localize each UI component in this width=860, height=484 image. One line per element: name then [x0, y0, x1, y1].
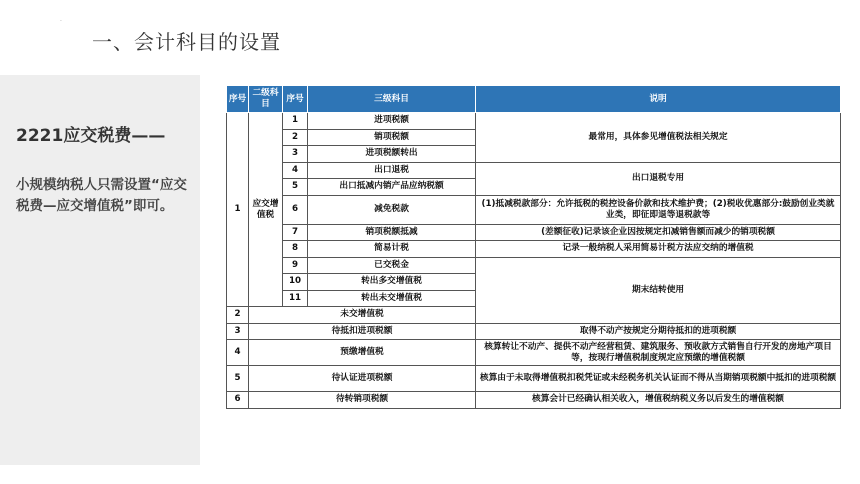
row-seq: 2 — [227, 307, 249, 324]
row-name: 待抵扣进项税额 — [249, 323, 476, 340]
note-cell: 取得不动产按规定分期待抵扣的进项税额 — [476, 323, 841, 340]
note-cell: 核算转让不动产、提供不动产经营租赁、建筑服务、预收款方式销售自行开发的房地产项目等，按现行增值税制度规定应预缴的增值税额 — [476, 340, 841, 366]
sub-name: 销项税额抵减 — [308, 224, 476, 241]
sub-seq: 3 — [283, 146, 308, 163]
sub-name: 销项税额 — [308, 129, 476, 146]
row-seq: 6 — [227, 392, 249, 409]
note-cell: 出口退税专用 — [476, 162, 841, 195]
sub-seq: 1 — [283, 113, 308, 130]
row-name: 待转销项税额 — [249, 392, 476, 409]
header-level2: 二级科目 — [249, 86, 283, 113]
sub-name: 出口退税 — [308, 162, 476, 179]
note-cell: 期末结转使用 — [476, 257, 841, 323]
table-row — [227, 340, 841, 366]
row-seq: 5 — [227, 366, 249, 392]
sub-name: 已交税金 — [308, 257, 476, 274]
row-seq: 4 — [227, 340, 249, 366]
table-row — [227, 241, 841, 258]
left-panel — [0, 75, 200, 465]
account-heading: 2221应交税费—— — [16, 126, 166, 146]
account-table — [226, 85, 841, 409]
header-seq: 序号 — [227, 86, 249, 113]
sub-name: 减免税款 — [308, 195, 476, 224]
note-cell: (差额征收)记录该企业因按规定扣减销售额而减少的销项税额 — [476, 224, 841, 241]
sub-seq: 7 — [283, 224, 308, 241]
sub-name: 转出多交增值税 — [308, 274, 476, 291]
table-row — [227, 195, 841, 224]
sub-seq: 8 — [283, 241, 308, 258]
row-name: 待认证进项税额 — [249, 366, 476, 392]
sub-seq: 4 — [283, 162, 308, 179]
table-row — [227, 113, 841, 130]
corner-mark: · — [60, 18, 62, 25]
header-seq2: 序号 — [283, 86, 308, 113]
row-seq: 3 — [227, 323, 249, 340]
table-row — [227, 366, 841, 392]
note-cell: 核算会计已经确认相关收入，增值税纳税义务以后发生的增值税额 — [476, 392, 841, 409]
sub-name: 转出未交增值税 — [308, 290, 476, 307]
table-row — [227, 162, 841, 179]
note-cell: (1)抵减税款部分：允许抵税的税控设备价款和技术维护费；(2)税收优惠部分:鼓励创业类就业类，即征即退等退税款等 — [476, 195, 841, 224]
account-description: 小规模纳税人只需设置“应交税费—应交增值税”即可。 — [16, 177, 187, 214]
sub-seq: 9 — [283, 257, 308, 274]
sub-seq: 2 — [283, 129, 308, 146]
note-cell: 记录一般纳税人采用简易计税方法应交纳的增值税 — [476, 241, 841, 258]
sub-seq: 10 — [283, 274, 308, 291]
sub-seq: 6 — [283, 195, 308, 224]
sub-name: 简易计税 — [308, 241, 476, 258]
group-level2: 应交增值税 — [249, 113, 283, 307]
sub-seq: 11 — [283, 290, 308, 307]
table-row — [227, 224, 841, 241]
sub-name: 进项税额转出 — [308, 146, 476, 163]
sub-name: 进项税额 — [308, 113, 476, 130]
row-name: 预缴增值税 — [249, 340, 476, 366]
sub-seq: 5 — [283, 179, 308, 196]
row-name: 未交增值税 — [249, 307, 476, 324]
group-seq: 1 — [227, 113, 249, 307]
table-row — [227, 392, 841, 409]
note-cell: 核算由于未取得增值税扣税凭证或未经税务机关认证而不得从当期销项税额中抵扣的进项税额 — [476, 366, 841, 392]
table-row — [227, 257, 841, 274]
table-row — [227, 323, 841, 340]
header-level3: 三级科目 — [308, 86, 476, 113]
header-note: 说明 — [476, 86, 841, 113]
table-header-row — [227, 86, 841, 113]
page-title: 一、会计科目的设置 — [92, 30, 281, 54]
sub-name: 出口抵减内销产品应纳税额 — [308, 179, 476, 196]
note-cell: 最常用，具体参见增值税法相关规定 — [476, 113, 841, 163]
